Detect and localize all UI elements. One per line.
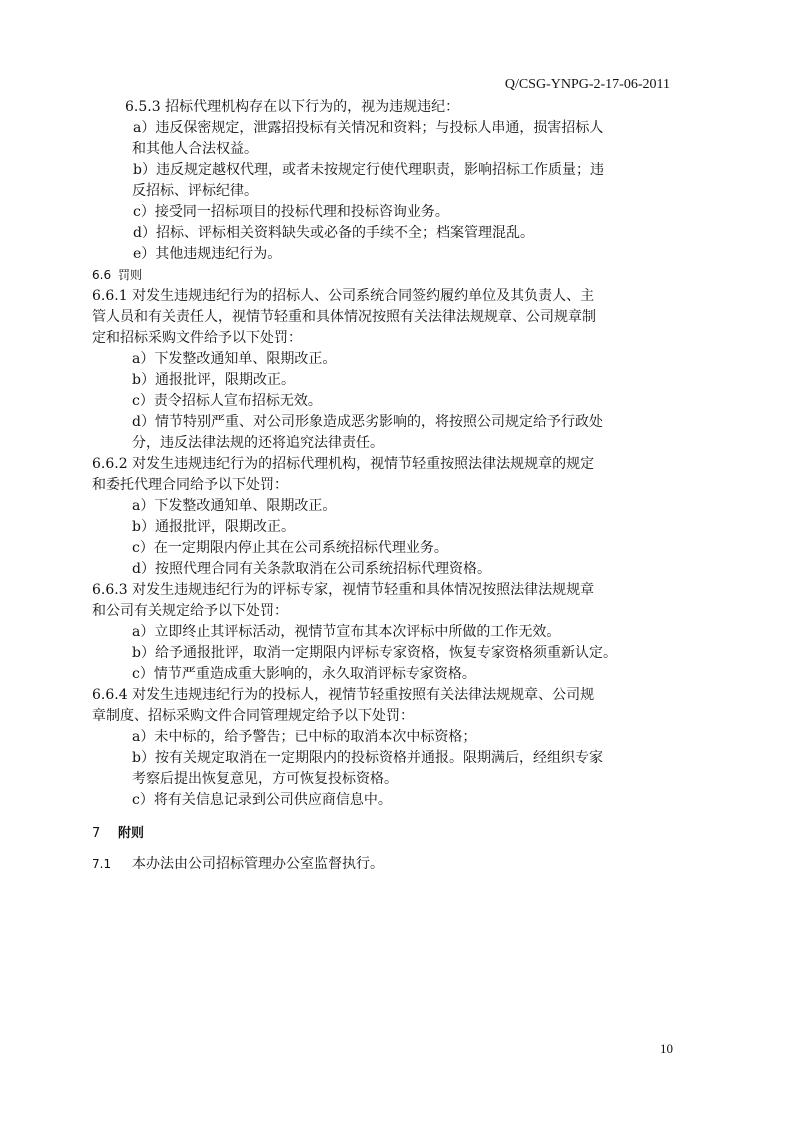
clause-6-6-1-item-c: c）责令招标人宣布招标无效。	[132, 393, 322, 409]
clause-6-6-4-line1: 6.6.4 对发生违规违纪行为的投标人，视情节轻重按照有关法律法规规章、公司规	[92, 687, 595, 703]
clause-6-5-3-title: 6.5.3 招标代理机构存在以下行为的，视为违规违纪：	[125, 99, 460, 115]
clause-7-1-text: 本办法由公司招标管理办公室监督执行。	[132, 856, 384, 872]
clause-6-6-4-item-c: c）将有关信息记录到公司供应商信息中。	[132, 792, 392, 808]
clause-6-6-3-item-c: c）情节严重造成重大影响的，永久取消评标专家资格。	[132, 666, 476, 682]
chapter-7-heading	[92, 823, 674, 844]
clause-6-6-3-item-a: a）立即终止其评标活动，视情节宣布其本次评标中所做的工作无效。	[132, 624, 561, 640]
clause-6-5-3-item-c: c）接受同一招标项目的投标代理和投标咨询业务。	[133, 204, 449, 220]
clause-6-6-3-line2: 和公司有关规定给予以下处罚：	[92, 603, 288, 619]
clause-6-6-4-item-a: a）未中标的，给予警告；已中标的取消本次中标资格；	[132, 729, 477, 745]
clause-6-6-2-item-a: a）下发整改通知单、限期改正。	[132, 498, 337, 514]
clause-6-6-2-line2: 和委托代理合同给予以下处罚：	[92, 477, 288, 493]
section-6-6-number: 6.6	[92, 268, 112, 282]
page-number: 10	[660, 1041, 673, 1056]
clause-6-6-4-item-b-cont: 考察后提出恢复意见，方可恢复投标资格。	[132, 771, 398, 787]
clause-6-6-2-item-d: d）按照代理合同有关条款取消在公司系统招标代理资格。	[132, 561, 491, 577]
document-code: Q/CSG-YNPG-2-17-06-2011	[504, 77, 670, 92]
section-6-6-title: 罚则	[118, 268, 143, 282]
clause-7-1-number: 7.1	[92, 857, 112, 871]
clause-6-6-3-line1: 6.6.3 对发生违规违纪行为的评标专家，视情节轻重和具体情况按照法律法规规章	[92, 582, 595, 598]
chapter-7-number: 7	[92, 826, 101, 841]
section-6-6-heading	[92, 265, 674, 286]
clause-6-6-1-item-d-cont: 分，违反法律法规的还将追究法律责任。	[132, 435, 384, 451]
clause-6-5-3-item-a: a）违反保密规定，泄露招投标有关情况和资料；与投标人串通，损害招标人	[133, 120, 604, 136]
clause-6-5-3-item-b-cont: 反招标、评标纪律。	[132, 183, 258, 199]
clause-7-1	[92, 854, 674, 875]
clause-6-6-2-line1: 6.6.2 对发生违规违纪行为的招标代理机构，视情节轻重按照法律法规规章的规定	[92, 456, 595, 472]
chapter-7-title: 附则	[118, 826, 145, 841]
clause-6-5-3-item-b: b）违反规定越权代理，或者未按规定行使代理职责，影响招标工作质量；违	[133, 162, 604, 178]
clause-6-5-3-item-d: d）招标、评标相关资料缺失或必备的手续不全；档案管理混乱。	[133, 225, 534, 241]
clause-6-6-3-item-b: b）给予通报批评，取消一定期限内评标专家资格，恢复专家资格须重新认定。	[132, 645, 617, 661]
clause-6-6-1-line2: 管人员和有关责任人，视情节轻重和具体情况按照有关法律法规规章、公司规章制	[92, 309, 596, 325]
clause-6-6-4-line2: 章制度、招标采购文件合同管理规定给予以下处罚：	[92, 708, 414, 724]
clause-6-6-2-item-c: c）在一定期限内停止其在公司系统招标代理业务。	[132, 540, 448, 556]
clause-6-6-1-line1: 6.6.1 对发生违规违纪行为的招标人、公司系统合同签约履约单位及其负责人、主	[92, 288, 595, 304]
clause-6-6-2-item-b: b）通报批评，限期改正。	[132, 519, 295, 535]
clause-6-6-4-item-b: b）按有关规定取消在一定期限内的投标资格并通报。限期满后，经组织专家	[132, 750, 603, 766]
clause-6-5-3-item-a-cont: 和其他人合法权益。	[132, 141, 258, 157]
clause-6-6-1-line3: 定和招标采购文件给予以下处罚：	[92, 330, 302, 346]
clause-6-6-1-item-a: a）下发整改通知单、限期改正。	[132, 351, 337, 367]
document-body	[92, 97, 674, 875]
clause-6-6-1-item-d: d）情节特别严重、对公司形象造成恶劣影响的，将按照公司规定给予行政处	[132, 414, 603, 430]
clause-6-5-3-item-e: e）其他违规违纪行为。	[133, 246, 282, 262]
clause-6-6-1-item-b: b）通报批评，限期改正。	[132, 372, 295, 388]
